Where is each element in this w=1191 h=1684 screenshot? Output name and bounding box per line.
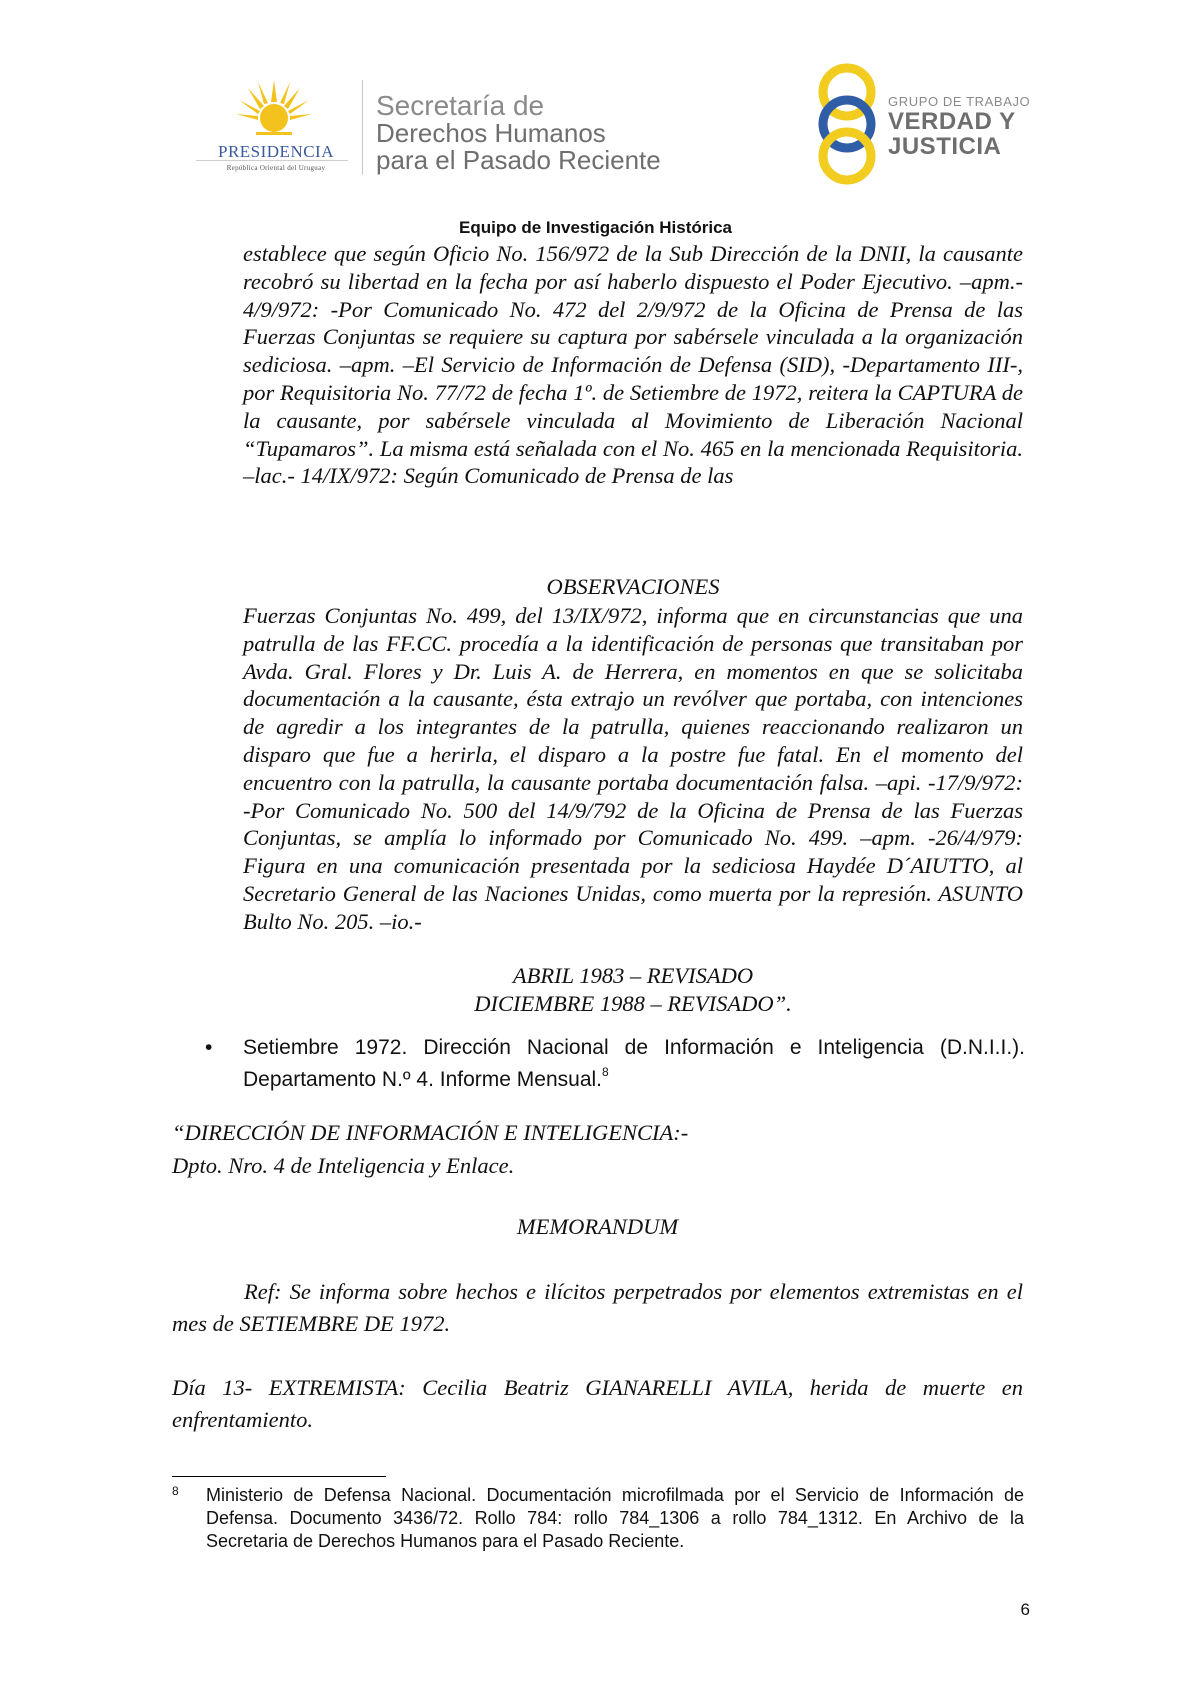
quoted-record-paragraph-1: establece que según Oficio No. 156/972 de la Sub Dirección de la DNII, la causante recobró su libertad en la fecha por así haberlo dispuesto el Poder Ejecutivo. –apm.- 4/9/972: -Por Comunicado No. 472 del 2/9/972 de la Oficina de Prensa de las Fuerzas Conjuntas se requiere su captura por sabérsele vinculada a la organización sediciosa. –apm. –El Servicio de Información de Defensa (SID), -Departamento III-, por Requisitoria No. 77/72 de fecha 1º. de Setiembre de 1972, reitera la CAPTURA de la causante, por sabérsele vinculada al Movimiento de Liberación Nacional “Tupamaros”. La misma está señalada con el No. 465 en la mencionada Requisitoria. –lac.- 14/IX/972: Según Comunicado de Prensa de las bbox=[243, 241, 1023, 489]
revision-note-1: ABRIL 1983 – REVISADO bbox=[512, 963, 754, 988]
presidencia-name: PRESIDENCIA bbox=[217, 142, 334, 161]
secretaria-line-2: Derechos Humanos bbox=[376, 118, 606, 148]
header-divider bbox=[362, 80, 363, 175]
bullet-text: Setiembre 1972. Dirección Nacional de Información e Inteligencia (D.N.I.I.). Departamento N.º 4. Informe Mensual. bbox=[243, 1036, 1025, 1091]
page-header bbox=[0, 0, 1191, 200]
presidencia-subtitle: República Oriental del Uruguay bbox=[226, 164, 326, 172]
page-number: 6 bbox=[1020, 1600, 1030, 1619]
memorandum-title: MEMORANDUM bbox=[516, 1214, 679, 1239]
reference-paragraph: Ref: Se informa sobre hechos e ilícitos perpetrados por elementos extremistas en el mes de SETIEMBRE DE 1972. bbox=[172, 1279, 1023, 1336]
footnote-number: 8 bbox=[172, 1484, 179, 1498]
grupo-line-2: VERDAD Y bbox=[888, 108, 1016, 135]
memo-header-line-1: “DIRECCIÓN DE INFORMACIÓN E INTELIGENCIA:- bbox=[172, 1120, 689, 1145]
grupo-line-1: GRUPO DE TRABAJO bbox=[888, 94, 1031, 109]
revision-note-2: DICIEMBRE 1988 – REVISADO”. bbox=[474, 991, 792, 1016]
footnote-reference[interactable]: 8 bbox=[602, 1065, 609, 1079]
quoted-record-paragraph-2: Fuerzas Conjuntas No. 499, del 13/IX/972, informa que en circunstancias que una patrulla de las FF.CC. procedía a la identificación de personas que transitaban por Avda. Gral. Flores y Dr. Luis A. de Herrera, en momentos en que se solicitaba documentación a la causante, ésta extrajo un revólver que portaba, con intenciones de agredir a los integrantes de la patrulla, quienes reaccionando realizaron un disparo que fue a herirla, el disparo a la postre fue fatal. En el momento del encuentro con la patrulla, la causante portaba documentación falsa. –api. -17/9/972: -Por Comunicado No. 500 del 14/9/792 de la Oficina de Prensa de las Fuerzas Conjuntas, se amplía lo informado por Comunicado No. 499. –apm. -26/4/979: Figura en una comunicación presentada por la sediciosa Haydée D´AIUTTO, al Secretario General de las Naciones Unidas, como muerta por la represión. ASUNTO Bulto No. 205. –io.- bbox=[243, 603, 1023, 934]
sun-emblem-icon bbox=[236, 80, 312, 142]
bullet-text-container bbox=[243, 1032, 1025, 1096]
observaciones-heading: OBSERVACIONES bbox=[546, 574, 720, 599]
memo-header-line-2: Dpto. Nro. 4 de Inteligencia y Enlace. bbox=[172, 1153, 515, 1178]
secretaria-line-3: para el Pasado Reciente bbox=[376, 145, 661, 175]
revision-notes bbox=[243, 962, 1023, 1018]
presidencia-logo bbox=[196, 80, 356, 180]
secretaria-logo-text bbox=[376, 92, 661, 174]
day-13-paragraph: Día 13- EXTREMISTA: Cecilia Beatriz GIANARELLI AVILA, herida de muerte en enfrentamiento. bbox=[172, 1375, 1023, 1432]
memo-header bbox=[172, 1116, 1023, 1182]
footnote-separator bbox=[172, 1476, 386, 1477]
grupo-trabajo-logo-text bbox=[888, 94, 1030, 159]
grupo-line-3: JUSTICIA bbox=[888, 133, 1002, 160]
interlocked-rings-icon bbox=[812, 62, 882, 187]
secretaria-line-1: Secretaría de bbox=[376, 90, 545, 121]
bullet-icon: • bbox=[205, 1036, 213, 1059]
team-title: Equipo de Investigación Histórica bbox=[459, 218, 732, 237]
footnote-text: Ministerio de Defensa Nacional. Documentación microfilmada por el Servicio de Información de Defensa. Documento 3436/72. Rollo 784: rollo 784_1306 a rollo 784_1312. En Archivo de la Secretaria de Derechos Humanos para el Pasado Reciente. bbox=[206, 1485, 1024, 1551]
